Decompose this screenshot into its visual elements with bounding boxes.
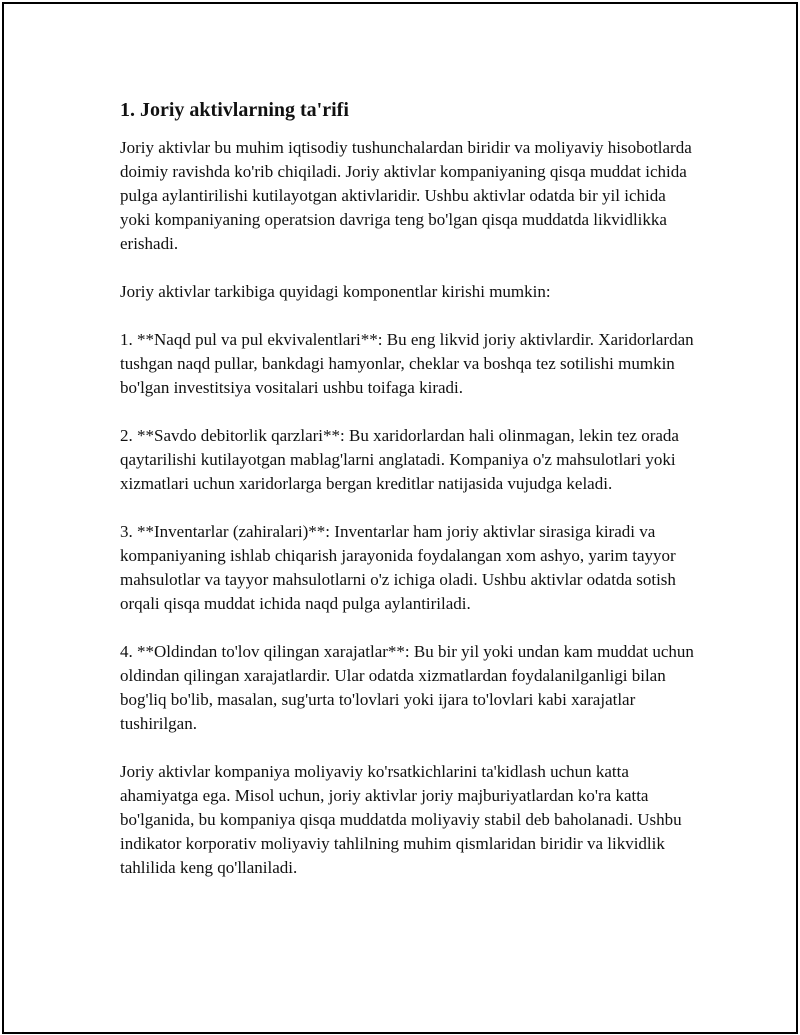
paragraph-item-inventory: 3. **Inventarlar (zahiralari)**: Inventarlar ham joriy aktivlar sirasiga kiradi va kompaniyaning ishlab chiqarish jarayonida foydalangan xom ashyo, yarim tayyor mahsulotlar va tayyor mahsulotlarni o'z ichiga oladi. Ushbu aktivlar odatda sotish orqali qisqa muddat ichida naqd pulga aylantiriladi.	[120, 522, 676, 613]
document-page	[2, 2, 798, 1034]
paragraph-conclusion: Joriy aktivlar kompaniya moliyaviy ko'rsatkichlarini ta'kidlash uchun katta ahamiyatga ega. Misol uchun, joriy aktivlar joriy majburiyatlardan ko'ra katta bo'lganida, bu kompaniya qisqa muddatda moliyaviy stabil deb baholanadi. Ushbu indikator korporativ moliyaviy tahlilning muhim qismlaridan biridir va likvidlik tahlilida keng qo'llaniladi.	[120, 762, 682, 877]
paragraph-item-receivables: 2. **Savdo debitorlik qarzlari**: Bu xaridorlardan hali olinmagan, lekin tez orada qaytarilishi kutilayotgan mablag'larni anglatadi. Kompaniya o'z mahsulotlari yoki xizmatlari uchun xaridorlarga bergan kreditlar natijasida vujudga keladi.	[120, 426, 679, 493]
paragraph-item-prepaid: 4. **Oldindan to'lov qilingan xarajatlar**: Bu bir yil yoki undan kam muddat uchun oldindan qilingan xarajatlardir. Ular odatda xizmatlardan foydalanilganligi bilan bog'liq bo'lib, masalan, sug'urta to'lovlari yoki ijara to'lovlari kabi xarajatlar tushirilgan.	[120, 642, 694, 733]
paragraph-item-cash: 1. **Naqd pul va pul ekvivalentlari**: Bu eng likvid joriy aktivlardir. Xaridorlardan tushgan naqd pullar, bankdagi hamyonlar, cheklar va boshqa tez sotilishi mumkin bo'lgan investitsiya vositalari ushbu toifaga kiradi.	[120, 330, 694, 397]
page-title: 1. Joriy aktivlarning ta'rifi	[120, 99, 349, 121]
document-body	[120, 96, 700, 904]
paragraph-intro: Joriy aktivlar bu muhim iqtisodiy tushunchalardan biridir va moliyaviy hisobotlarda doimiy ravishda ko'rib chiqiladi. Joriy aktivlar kompaniyaning qisqa muddat ichida pulga aylantirilishi kutilayotgan aktivlaridir. Ushbu aktivlar odatda bir yil ichida yoki kompaniyaning operatsion davriga teng bo'lgan qisqa muddatda likvidlikka erishadi.	[120, 138, 692, 253]
paragraph-components-lead: Joriy aktivlar tarkibiga quyidagi komponentlar kirishi mumkin:	[120, 282, 551, 301]
